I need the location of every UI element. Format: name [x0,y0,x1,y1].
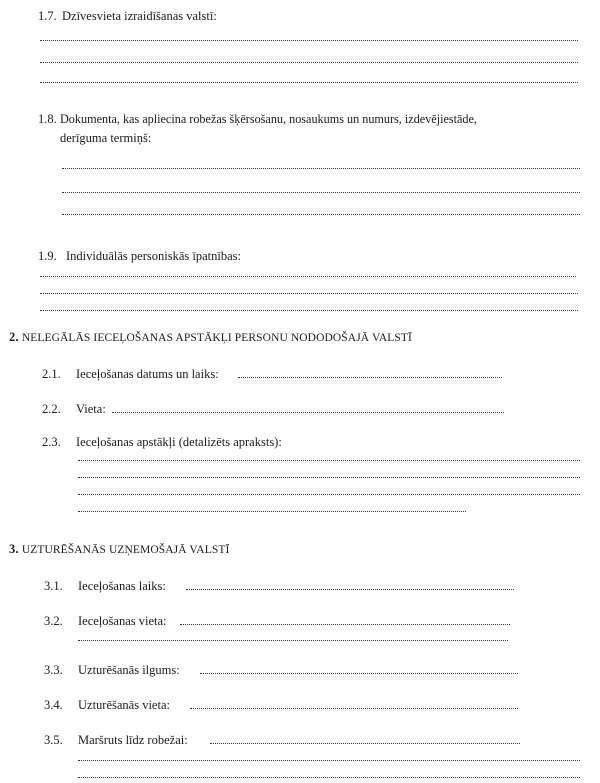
stay-place-field[interactable] [190,708,518,709]
item-1-9-number: 1.9. [38,249,57,263]
circumstances-line-1[interactable] [78,460,580,461]
circumstances-line-3[interactable] [78,494,580,495]
route-line-3[interactable] [78,777,580,778]
item-3-3-label: Uzturēšanās ilgums: [78,663,180,677]
item-2-2-label: Vieta: [76,402,106,416]
circumstances-line-2[interactable] [78,477,580,478]
item-2-1-label: Ieceļošanas datums un laiks: [76,367,219,381]
features-line-2[interactable] [40,293,578,294]
item-3-2-label: Ieceļošanas vieta: [78,614,167,628]
item-1-8-label: Dokumenta, kas apliecina robežas šķērsošanu, nosaukums un numurs, izdevējiestāde, [60,112,477,126]
section-2-number: 2. [9,330,19,344]
entry-place-field[interactable] [112,412,504,413]
item-2-3-number: 2.3. [42,435,61,449]
item-1-8-number: 1.8. [38,112,57,126]
document-line-1[interactable] [62,168,580,169]
document-line-2[interactable] [62,192,580,193]
stay-entry-place-line-2[interactable] [78,640,508,641]
item-3-4-label: Uzturēšanās vieta: [78,698,170,712]
residence-line-3[interactable] [40,82,578,83]
item-3-4-number: 3.4. [44,698,63,712]
item-1-7-number: 1.7. [38,9,57,23]
item-3-1-label: Ieceļošanas laiks: [78,579,166,593]
item-1-9-label: Individuālās personiskās īpatnības: [66,249,241,263]
item-1-8-label-cont: derīguma termiņš: [60,131,152,145]
features-line-1[interactable] [40,276,576,277]
item-3-5-label: Maršruts līdz robežai: [78,733,188,747]
entry-date-time-field[interactable] [238,377,502,378]
item-3-3-number: 3.3. [44,663,63,677]
item-2-2-number: 2.2. [42,402,61,416]
residence-line-1[interactable] [40,40,578,41]
document-line-3[interactable] [62,214,580,215]
item-1-7-label: Dzīvesvieta izraidīšanas valstī: [62,9,217,23]
section-3-number: 3. [9,542,19,556]
residence-line-2[interactable] [40,62,578,63]
stay-entry-time-field[interactable] [186,589,514,590]
section-3-title: UZTURĒŠANĀS UZŅEMOŠAJĀ VALSTĪ [21,544,230,556]
item-3-2-number: 3.2. [44,614,63,628]
section-2-heading [9,330,412,345]
item-2-3-label: Ieceļošanas apstākļi (detalizēts apraksts): [76,435,282,449]
features-line-3[interactable] [40,310,578,311]
stay-entry-place-line-1[interactable] [180,624,510,625]
section-2-title: NELEGĀLĀS IECEĻOŠANAS APSTĀKĻI PERSONU NODODOŠAJĀ VALSTĪ [21,332,412,344]
section-3-heading [9,542,229,557]
route-line-2[interactable] [78,760,580,761]
circumstances-line-4[interactable] [78,511,466,512]
item-3-1-number: 3.1. [44,579,63,593]
route-line-1[interactable] [210,743,520,744]
stay-duration-field[interactable] [200,673,518,674]
item-3-5-number: 3.5. [44,733,63,747]
item-2-1-number: 2.1. [42,367,61,381]
